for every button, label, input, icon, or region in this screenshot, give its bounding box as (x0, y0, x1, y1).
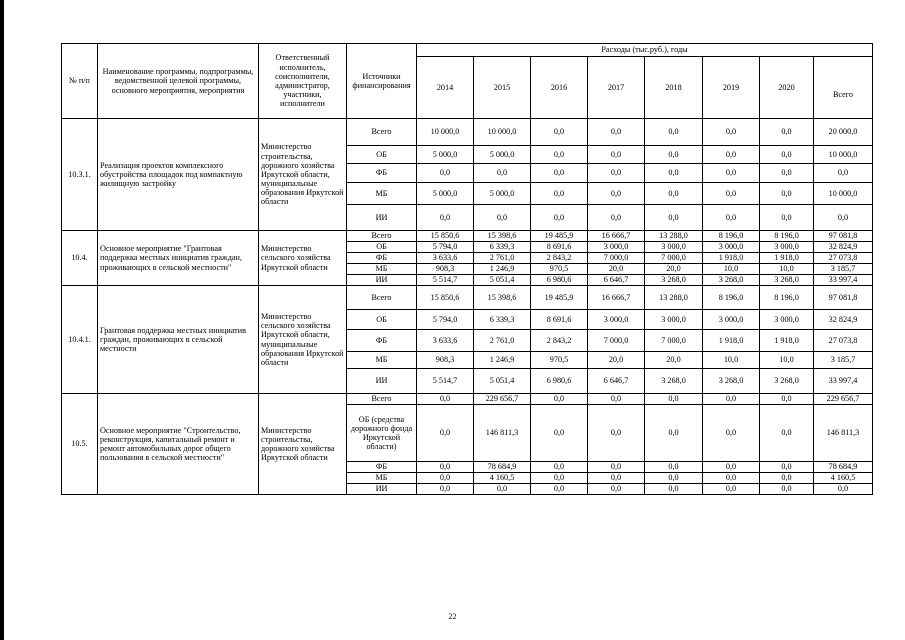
total-value: 27 073,8 (814, 253, 873, 264)
year-value: 5 514,7 (417, 275, 474, 286)
year-value: 0,0 (588, 473, 645, 484)
year-value: 0,0 (474, 484, 531, 495)
year-value: 0,0 (703, 164, 760, 183)
header-year: 2020 (760, 57, 814, 119)
year-value: 10 000,0 (474, 119, 531, 146)
header-total: Всего (814, 57, 873, 119)
year-value: 1 246,9 (474, 264, 531, 275)
year-value: 7 000,0 (645, 253, 703, 264)
year-value: 0,0 (531, 183, 588, 205)
funding-source: Всего (347, 394, 417, 405)
total-value: 27 073,8 (814, 330, 873, 352)
year-value: 13 288,0 (645, 286, 703, 310)
total-value: 10 000,0 (814, 146, 873, 164)
funding-source: ФБ (347, 164, 417, 183)
header-num: № п/п (62, 44, 98, 119)
year-value: 3 000,0 (645, 242, 703, 253)
year-value: 2 843,2 (531, 253, 588, 264)
year-value: 0,0 (760, 484, 814, 495)
program-name: Основное мероприятие "Грантовая поддержка местных инициатив граждан, проживающих в сельской местности" (98, 231, 259, 286)
year-value: 10,0 (703, 264, 760, 275)
year-value: 16 666,7 (588, 286, 645, 310)
header-responsible: Ответственный исполнитель, соисполнители, администратор, участники, исполнители (259, 44, 347, 119)
year-value: 229 656,7 (474, 394, 531, 405)
header-year: 2017 (588, 57, 645, 119)
funding-source: ИИ (347, 369, 417, 394)
year-value: 19 485,9 (531, 286, 588, 310)
responsible-executor: Министерство строительства, дорожного хозяйства Иркутской области (259, 394, 347, 495)
funding-source: ОБ (347, 242, 417, 253)
year-value: 5 000,0 (417, 146, 474, 164)
year-value: 3 000,0 (703, 310, 760, 330)
year-value: 0,0 (760, 394, 814, 405)
year-value: 0,0 (645, 146, 703, 164)
total-value: 33 997,4 (814, 275, 873, 286)
year-value: 0,0 (760, 473, 814, 484)
year-value: 15 398,6 (474, 231, 531, 242)
year-value: 0,0 (645, 484, 703, 495)
year-value: 0,0 (531, 205, 588, 231)
year-value: 0,0 (417, 484, 474, 495)
row-code: 10.3.1. (62, 119, 98, 231)
year-value: 0,0 (474, 164, 531, 183)
funding-source: ИИ (347, 275, 417, 286)
year-value: 0,0 (588, 462, 645, 473)
year-value: 0,0 (588, 394, 645, 405)
year-value: 8 196,0 (703, 231, 760, 242)
year-value: 2 761,0 (474, 253, 531, 264)
year-value: 10 000,0 (417, 119, 474, 146)
total-value: 229 656,7 (814, 394, 873, 405)
scan-edge-bar (0, 0, 4, 640)
year-value: 0,0 (645, 394, 703, 405)
year-value: 0,0 (645, 183, 703, 205)
year-value: 3 000,0 (645, 310, 703, 330)
budget-table-body (62, 119, 873, 495)
year-value: 15 398,6 (474, 286, 531, 310)
funding-source: Всего (347, 231, 417, 242)
year-value: 0,0 (760, 462, 814, 473)
year-value: 7 000,0 (588, 253, 645, 264)
year-value: 0,0 (588, 405, 645, 462)
year-value: 6 980,6 (531, 369, 588, 394)
year-value: 3 268,0 (760, 275, 814, 286)
year-value: 5 000,0 (474, 146, 531, 164)
year-value: 0,0 (645, 164, 703, 183)
funding-source: ОБ (347, 310, 417, 330)
year-value: 0,0 (703, 462, 760, 473)
total-value: 4 160,5 (814, 473, 873, 484)
total-value: 0,0 (814, 164, 873, 183)
year-value: 8 196,0 (703, 286, 760, 310)
year-value: 970,5 (531, 352, 588, 369)
year-value: 20,0 (645, 352, 703, 369)
year-value: 10,0 (760, 264, 814, 275)
year-value: 0,0 (760, 146, 814, 164)
total-value: 33 997,4 (814, 369, 873, 394)
year-value: 146 811,3 (474, 405, 531, 462)
year-value: 8 196,0 (760, 231, 814, 242)
year-value: 0,0 (417, 394, 474, 405)
row-code: 10.5. (62, 394, 98, 495)
year-value: 0,0 (645, 405, 703, 462)
year-value: 19 485,9 (531, 231, 588, 242)
row-code: 10.4. (62, 231, 98, 286)
year-value: 0,0 (531, 164, 588, 183)
total-value: 10 000,0 (814, 183, 873, 205)
year-value: 6 339,3 (474, 310, 531, 330)
year-value: 78 684,9 (474, 462, 531, 473)
year-value: 0,0 (417, 473, 474, 484)
year-value: 0,0 (760, 405, 814, 462)
program-name: Реализация проектов комплексного обустройства площадок под компактную жилищную застройку (98, 119, 259, 231)
year-value: 1 246,9 (474, 352, 531, 369)
year-value: 0,0 (760, 164, 814, 183)
total-value: 0,0 (814, 484, 873, 495)
year-value: 10,0 (760, 352, 814, 369)
funding-source: МБ (347, 352, 417, 369)
year-value: 20,0 (588, 264, 645, 275)
year-value: 0,0 (645, 205, 703, 231)
year-value: 0,0 (531, 462, 588, 473)
header-year: 2014 (417, 57, 474, 119)
funding-source: ОБ (347, 146, 417, 164)
funding-source: МБ (347, 264, 417, 275)
year-value: 3 000,0 (588, 242, 645, 253)
funding-source: ФБ (347, 253, 417, 264)
year-value: 0,0 (531, 394, 588, 405)
year-value: 3 268,0 (760, 369, 814, 394)
responsible-executor: Министерство строительства, дорожного хозяйства Иркутской области, муниципальные образования Иркутской области (259, 119, 347, 231)
year-value: 3 000,0 (588, 310, 645, 330)
year-value: 0,0 (588, 205, 645, 231)
total-value: 3 185,7 (814, 264, 873, 275)
year-value: 5 794,0 (417, 310, 474, 330)
funding-source: МБ (347, 183, 417, 205)
funding-source: МБ (347, 473, 417, 484)
program-name: Грантовая поддержка местных инициатив граждан, проживающих в сельской местности (98, 286, 259, 394)
year-value: 8 196,0 (760, 286, 814, 310)
year-value: 0,0 (474, 205, 531, 231)
total-value: 32 824,9 (814, 310, 873, 330)
header-name: Наименование программы, подпрограммы, ведомственной целевой программы, основного мероприятия, мероприятия (98, 44, 259, 119)
total-value: 78 684,9 (814, 462, 873, 473)
year-value: 5 794,0 (417, 242, 474, 253)
year-value: 2 843,2 (531, 330, 588, 352)
year-value: 6 339,3 (474, 242, 531, 253)
year-value: 0,0 (531, 146, 588, 164)
total-value: 3 185,7 (814, 352, 873, 369)
year-value: 0,0 (703, 484, 760, 495)
table-row (62, 286, 873, 310)
year-value: 0,0 (645, 462, 703, 473)
year-value: 20,0 (645, 264, 703, 275)
year-value: 3 000,0 (760, 242, 814, 253)
year-value: 0,0 (760, 205, 814, 231)
year-value: 0,0 (588, 183, 645, 205)
total-value: 146 811,3 (814, 405, 873, 462)
funding-source: ИИ (347, 484, 417, 495)
program-name: Основное мероприятие "Строительство, реконструкция, капитальный ремонт и ремонт автомобильных дорог общего пользования в сельской местности" (98, 394, 259, 495)
funding-source: Всего (347, 119, 417, 146)
total-value: 20 000,0 (814, 119, 873, 146)
year-value: 0,0 (417, 405, 474, 462)
year-value: 0,0 (703, 473, 760, 484)
year-value: 1 918,0 (703, 330, 760, 352)
year-value: 3 268,0 (703, 369, 760, 394)
year-value: 5 051,4 (474, 275, 531, 286)
year-value: 0,0 (760, 119, 814, 146)
year-value: 970,5 (531, 264, 588, 275)
year-value: 3 268,0 (645, 275, 703, 286)
year-value: 13 288,0 (645, 231, 703, 242)
year-value: 6 980,6 (531, 275, 588, 286)
year-value: 0,0 (703, 405, 760, 462)
table-row (62, 231, 873, 242)
total-value: 0,0 (814, 205, 873, 231)
header-year: 2018 (645, 57, 703, 119)
year-value: 5 000,0 (417, 183, 474, 205)
funding-source: ОБ (средства дорожного фонда Иркутской области) (347, 405, 417, 462)
year-value: 8 691,6 (531, 242, 588, 253)
year-value: 5 514,7 (417, 369, 474, 394)
funding-source: ФБ (347, 462, 417, 473)
header-source: Источники финансирования (347, 44, 417, 119)
year-value: 0,0 (531, 484, 588, 495)
responsible-executor: Министерство сельского хозяйства Иркутской области, муниципальные образования Иркутской области (259, 286, 347, 394)
year-value: 0,0 (588, 164, 645, 183)
year-value: 5 051,4 (474, 369, 531, 394)
year-value: 0,0 (703, 119, 760, 146)
year-value: 3 268,0 (703, 275, 760, 286)
year-value: 3 000,0 (703, 242, 760, 253)
header-expenses: Расходы (тыс.руб.), годы (417, 44, 873, 57)
year-value: 1 918,0 (760, 330, 814, 352)
header-year: 2016 (531, 57, 588, 119)
total-value: 32 824,9 (814, 242, 873, 253)
year-value: 0,0 (588, 484, 645, 495)
year-value: 908,3 (417, 352, 474, 369)
year-value: 0,0 (417, 205, 474, 231)
funding-source: Всего (347, 286, 417, 310)
year-value: 0,0 (588, 119, 645, 146)
table-row (62, 119, 873, 146)
year-value: 5 000,0 (474, 183, 531, 205)
year-value: 0,0 (645, 119, 703, 146)
header-year: 2015 (474, 57, 531, 119)
total-value: 97 081,8 (814, 286, 873, 310)
year-value: 0,0 (760, 183, 814, 205)
year-value: 15 850,6 (417, 231, 474, 242)
total-value: 97 081,8 (814, 231, 873, 242)
year-value: 8 691,6 (531, 310, 588, 330)
page-number: 22 (448, 612, 457, 621)
year-value: 16 666,7 (588, 231, 645, 242)
year-value: 10,0 (703, 352, 760, 369)
year-value: 0,0 (417, 164, 474, 183)
responsible-executor: Министерство сельского хозяйства Иркутской области (259, 231, 347, 286)
year-value: 7 000,0 (645, 330, 703, 352)
year-value: 1 918,0 (760, 253, 814, 264)
year-value: 3 633,6 (417, 253, 474, 264)
year-value: 0,0 (531, 405, 588, 462)
row-code: 10.4.1. (62, 286, 98, 394)
year-value: 0,0 (703, 394, 760, 405)
budget-table (61, 43, 873, 495)
year-value: 6 646,7 (588, 275, 645, 286)
year-value: 0,0 (588, 146, 645, 164)
year-value: 7 000,0 (588, 330, 645, 352)
year-value: 0,0 (703, 183, 760, 205)
year-value: 1 918,0 (703, 253, 760, 264)
year-value: 0,0 (531, 473, 588, 484)
year-value: 0,0 (645, 473, 703, 484)
year-value: 4 160,5 (474, 473, 531, 484)
year-value: 0,0 (703, 146, 760, 164)
year-value: 908,3 (417, 264, 474, 275)
year-value: 0,0 (417, 462, 474, 473)
year-value: 3 000,0 (760, 310, 814, 330)
year-value: 15 850,6 (417, 286, 474, 310)
funding-source: ФБ (347, 330, 417, 352)
year-value: 0,0 (703, 205, 760, 231)
table-row (62, 394, 873, 405)
header-year: 2019 (703, 57, 760, 119)
funding-source: ИИ (347, 205, 417, 231)
year-value: 2 761,0 (474, 330, 531, 352)
year-value: 0,0 (531, 119, 588, 146)
year-value: 3 268,0 (645, 369, 703, 394)
year-value: 20,0 (588, 352, 645, 369)
year-value: 6 646,7 (588, 369, 645, 394)
year-value: 3 633,6 (417, 330, 474, 352)
